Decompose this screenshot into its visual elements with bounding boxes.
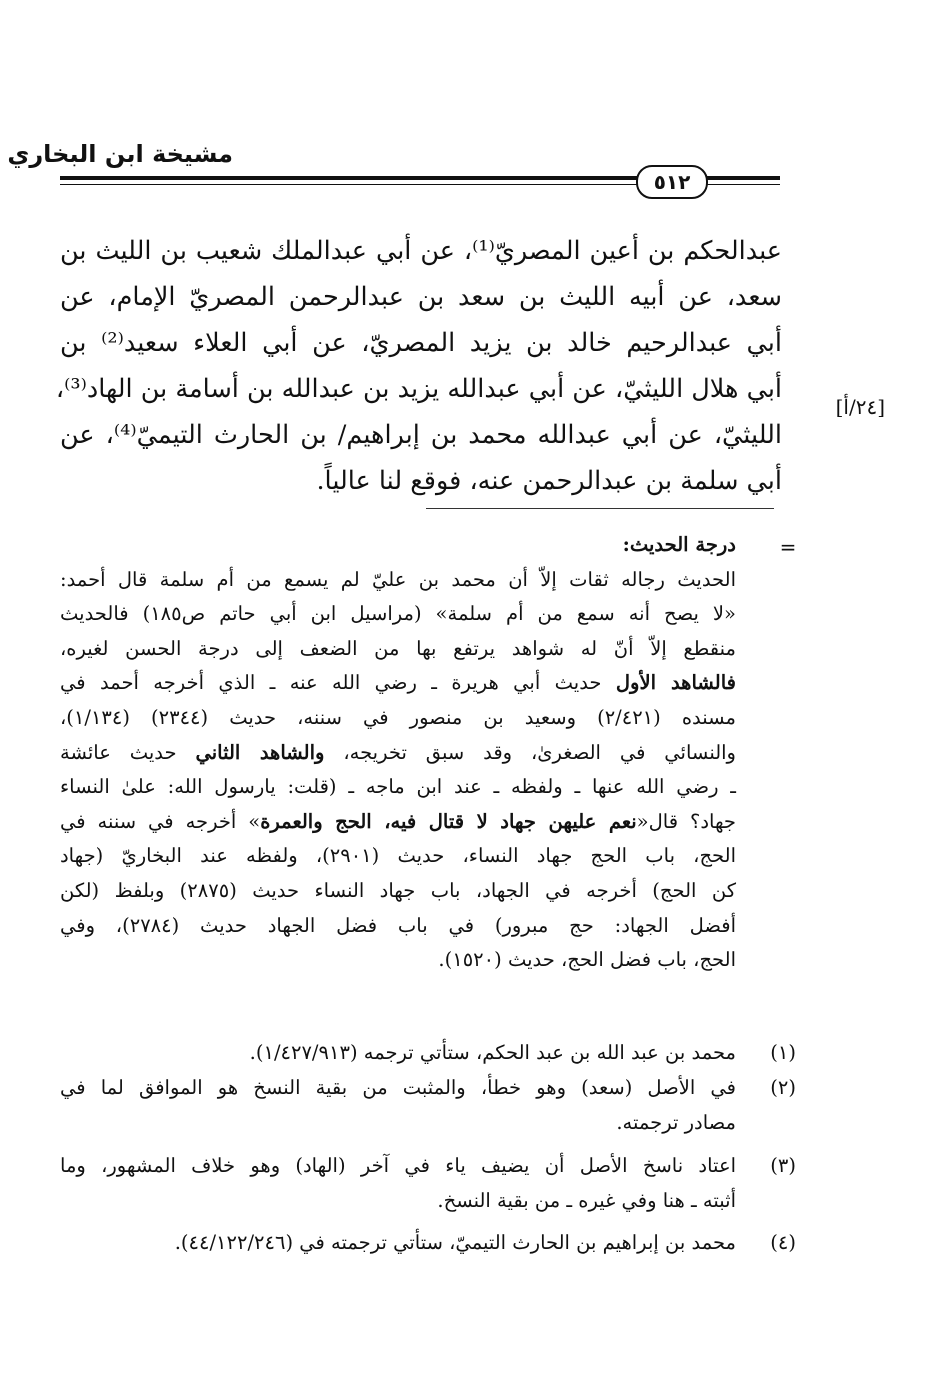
grade-text-line	[60, 701, 736, 736]
grade-text-bold: فالشاهد الأول	[615, 671, 736, 695]
grade-text-segment: حديث عائشة	[60, 740, 196, 764]
grade-text-segment: مسنده (٢/٤٢١) وسعيد بن منصور في سننه، حديث (٢٣٤٤) (١/١٣٤)،	[60, 705, 736, 729]
grade-text-line	[60, 666, 736, 701]
grade-text-segment: منقطع إلاّ أنّ له شواهد يرتفع بها من الضعف إلى درجة الحسن لغيره،	[60, 636, 736, 660]
footnote-line: محمد بن عبد الله بن عبد الحكم، ستأتي ترجمه (١/٤٢٧/٩١٣).	[249, 1041, 736, 1064]
grade-text-segment: «لا يصح أنه سمع من أم سلمة» (مراسيل ابن أبي حاتم ص١٨٥) فالحديث	[60, 602, 736, 626]
header-rule-left-thin	[60, 184, 640, 185]
header-rule-right	[700, 176, 780, 180]
grade-text-line	[60, 805, 736, 840]
footnote	[60, 1149, 796, 1218]
grade-text-line	[60, 597, 736, 632]
grade-text-line	[60, 770, 736, 805]
grade-text-line	[60, 839, 736, 874]
grade-text-segment: ـ رضي الله عنها ـ ولفظه ـ عند ابن ماجه ـ (قلت: يارسول الله: علىٰ النساء	[60, 775, 736, 799]
grade-text-bold: والشاهد الثاني	[195, 740, 325, 764]
footnote-body	[60, 1226, 736, 1261]
footnote-body	[60, 1036, 736, 1071]
grade-text-bold: نعم عليهن جهاد لا قتال فيه، الحج والعمرة	[260, 809, 637, 833]
grade-text-line	[60, 632, 736, 667]
grade-text-segment: حديث أبي هريرة ـ رضي الله عنه ـ الذي أخرجه أحمد في	[60, 671, 616, 695]
page-number: ٥١٢	[636, 165, 708, 199]
grade-text-line	[60, 943, 736, 978]
grade-text-line	[60, 736, 736, 771]
footnote-line: في الأصل (سعد) وهو خطأ، والمثبت من بقية النسخ هو الموافق لما في	[60, 1076, 736, 1099]
footnote-body	[60, 1071, 736, 1140]
grade-text-line	[60, 563, 736, 598]
running-title: مشيخة ابن البخاري	[7, 140, 233, 168]
main-text	[55, 228, 782, 504]
grade-text-segment: جهاد؟ قال«	[636, 809, 736, 833]
grade-text-line	[60, 874, 736, 909]
grade-title: درجة الحديث:	[622, 533, 736, 556]
footnote-number: (٢)	[770, 1076, 796, 1099]
margin-folio-note: [٢٤/أ]	[835, 395, 885, 419]
grade-text-segment: الحج، باب الحج جهاد النساء، حديث (٢٩٠١)، ولفظه عند البخاريّ (جهاد	[60, 844, 736, 868]
grade-marker: =	[779, 535, 797, 559]
main-text-line: عبدالحكم بن أعين المصريّ⁽¹⁾، عن أبي عبدالملك شعيب بن الليث بن	[60, 236, 782, 266]
grade-text-segment: أفضل الجهاد: حج مبرور) في باب فضل الجهاد حديث (٢٧٨٤)، وفي	[60, 913, 737, 937]
footnote-line: اعتاد ناسخ الأصل أن يضيف ياء في آخر (الهاد) وهو خلاف المشهور، وما	[60, 1154, 736, 1177]
grade-text-segment: الحديث رجاله ثقات إلاّ أن محمد بن عليّ لم يسمع من أم سلمة قال أحمد:	[60, 567, 736, 591]
footnote-body	[60, 1149, 736, 1218]
header-rule-right-thin	[700, 184, 780, 185]
grade-text-segment: » أخرجه في سننه في	[60, 809, 261, 833]
grade-text-segment: الحج، باب فضل الحج، حديث (١٥٢٠).	[438, 948, 736, 972]
footnote-number: (٤)	[770, 1231, 796, 1254]
footnote-separator	[426, 508, 774, 509]
main-text-line: أبي عبدالرحيم خالد بن يزيد المصريّ، عن أبي العلاء سعيد⁽²⁾ بن	[60, 328, 782, 358]
main-text-line: أبي هلال الليثيّ، عن أبي عبدالله يزيد بن عبدالله بن أسامة بن الهاد⁽³⁾،	[55, 374, 782, 404]
footnote-number: (٣)	[770, 1154, 796, 1177]
footnote	[60, 1036, 796, 1071]
header-rule-left	[60, 176, 640, 180]
grade-text-segment: كن الحج) أخرجه في الجهاد، باب جهاد النساء حديث (٢٨٧٥) وبلفظ (لكن	[60, 878, 736, 902]
hadith-grade-section	[60, 528, 736, 978]
grade-lines	[60, 563, 736, 978]
grade-text-line	[60, 909, 736, 944]
footnote	[60, 1226, 796, 1261]
footnote-number: (١)	[770, 1041, 796, 1064]
main-text-line: أبي سلمة بن عبدالرحمن عنه، فوقع لنا عالياً.	[316, 466, 782, 496]
main-text-line: سعد، عن أبيه الليث بن سعد بن عبدالرحمن المصريّ الإمام، عن	[60, 282, 782, 312]
footnote-line: أثبته ـ هنا وفي غيره ـ من بقية النسخ.	[437, 1188, 736, 1212]
footnote-line: محمد بن إبراهيم بن الحارث التيميّ، ستأتي ترجمته في (٤٤/١٢٢/٢٤٦).	[174, 1231, 736, 1254]
grade-text-segment: والنسائي في الصغرىٰ، وقد سبق تخريجه،	[324, 740, 736, 764]
main-text-line: الليثيّ، عن أبي عبدالله محمد بن إبراهيم/ بن الحارث التيميّ⁽⁴⁾، عن	[60, 420, 782, 450]
footnote	[60, 1071, 796, 1140]
footnote-line: مصادر ترجمته.	[616, 1110, 736, 1134]
